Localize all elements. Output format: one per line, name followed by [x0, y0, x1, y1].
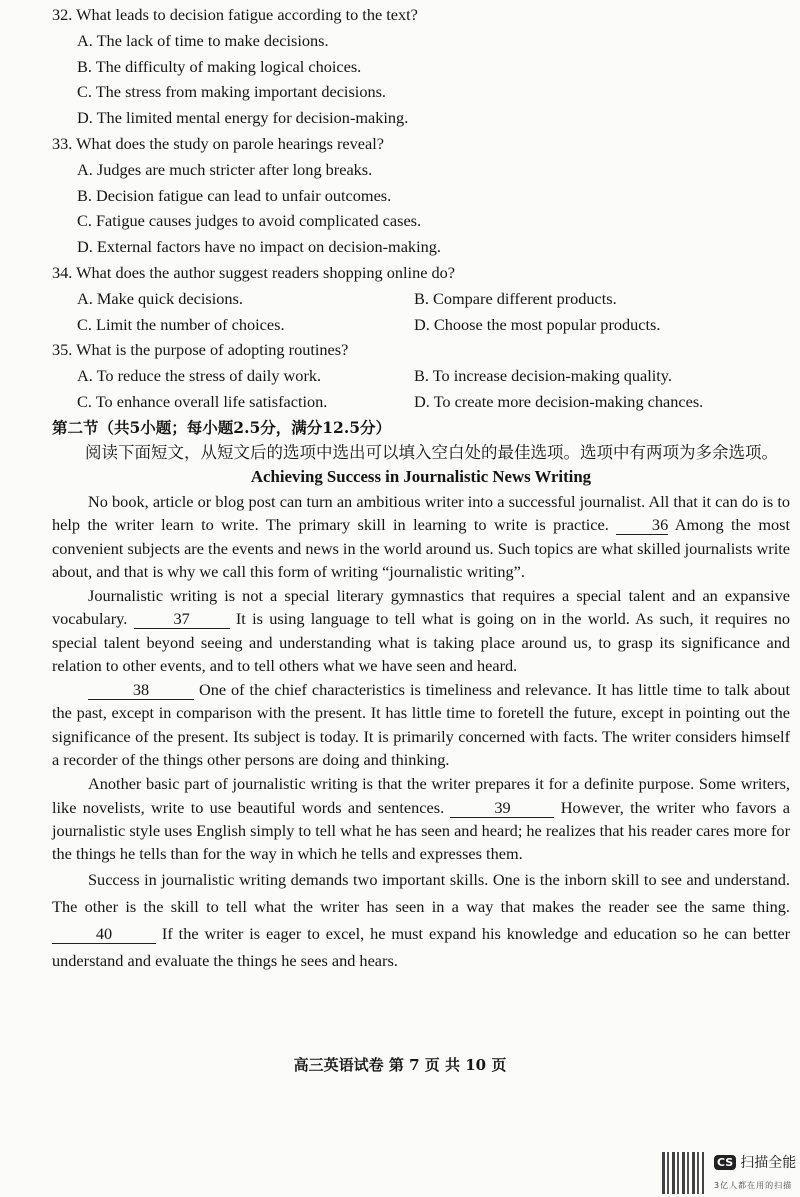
- section-heading: 第二节（共5小题；每小题2.5分，满分12.5分）: [52, 417, 392, 437]
- question-stem: 32. What leads to decision fatigue according to the text?: [52, 5, 418, 24]
- option: D. To create more decision-making chances.: [414, 391, 704, 411]
- question-stem: 35. What is the purpose of adopting routines?: [52, 340, 349, 360]
- question-33: [52, 131, 790, 260]
- option: C. Limit the number of choices.: [77, 314, 285, 334]
- option: B. Decision fatigue can lead to unfair outcomes.: [77, 185, 392, 205]
- question-32: [52, 2, 790, 131]
- cs-logo-icon: CS: [714, 1155, 736, 1170]
- option: B. To increase decision-making quality.: [414, 366, 672, 386]
- option: A. To reduce the stress of daily work.: [77, 366, 322, 386]
- option: D. External factors have no impact on decision-making.: [77, 237, 441, 257]
- paragraph-2: [52, 584, 790, 678]
- text: Journalistic writing is not a special literary gymnastics that requires a special talent and an expansive vocabulary.: [52, 585, 790, 629]
- section-instruction: 阅读下面短文，从短文后的选项中选出可以填入空白处的最佳选项。选项中有两项为多余选项。: [85, 442, 778, 462]
- option: B. The difficulty of making logical choices.: [77, 56, 362, 76]
- paragraph-3: [52, 678, 790, 772]
- option: C. To enhance overall life satisfaction.: [77, 391, 328, 411]
- blank-40: 40: [52, 925, 156, 944]
- question-35: [52, 337, 790, 414]
- exam-page: [52, 2, 790, 974]
- text: Another basic part of journalistic writing is that the writer prepares it for a definite purpose. Some writers, like novelists, write to use beautiful words and sentences.: [52, 774, 790, 817]
- option: C. Fatigue causes judges to avoid complicated cases.: [77, 211, 422, 231]
- text: Success in journalistic writing demands two important skills. One is the inborn skill to see and understand. The other is the skill to tell what the writer has seen in a way that makes the reader see the same thing.: [52, 870, 790, 917]
- option: C. The stress from making important decisions.: [77, 82, 387, 102]
- option: A. Judges are much stricter after long breaks.: [77, 159, 373, 179]
- question-stem: 33. What does the study on parole hearings reveal?: [52, 133, 385, 153]
- page-footer: 高三英语试卷 第 7 页 共 10 页: [293, 1056, 507, 1074]
- blank-37: 37: [134, 610, 230, 629]
- option: D. Choose the most popular products.: [414, 314, 661, 334]
- option: A. Make quick decisions.: [77, 288, 243, 308]
- watermark-subtitle: 3亿人都在用的扫描: [714, 1181, 793, 1190]
- question-34: [52, 260, 790, 337]
- paragraph-1: [52, 490, 790, 584]
- blank-38: 38: [88, 681, 194, 700]
- option: B. Compare different products.: [414, 288, 617, 308]
- passage-title: Achieving Success in Journalistic News Writing: [250, 466, 592, 486]
- text: It is using language to tell what is going on in the world. As such, it requires no special talent beyond seeing and understanding what is taking place around us, to grasp its significance and relation to other events, and to tell others what we have seen and heard.: [52, 609, 790, 676]
- text: Among the most convenient subjects are the events and news in the world around us. Such topics are what skilled journalists write about, and that is why we call this form of writing “journalistic writing”.: [52, 515, 791, 581]
- text: One of the chief characteristics is timeliness and relevance. It has little time to talk about the past, except in comparison with the present. It has little time to foretell the future, except in pointing out the significance of the present. Its subject is today. It is primarily concerned with facts. The writer considers himself a recorder of the things other persons are doing and thinking.: [52, 680, 790, 770]
- text: However, the writer who favors a journalistic style uses English simply to tell what he has seen and heard; he realizes that his reader cares more for the things he tells than for the way in which he tells and expresses them.: [52, 797, 791, 864]
- text: If the writer is eager to excel, he must expand his knowledge and education so he can better understand and evaluate the things he sees and hears.: [52, 924, 790, 971]
- question-stem: 34. What does the author suggest readers shopping online do?: [52, 262, 456, 282]
- paragraph-4: [52, 772, 790, 866]
- text: No book, article or blog post can turn an ambitious writer into a successful journalist. All that it can do is to help the writer learn to write. The primary skill in learning to write is practice.: [52, 491, 790, 535]
- blank-36: 36: [616, 516, 668, 535]
- watermark-name: 扫描全能: [740, 1155, 797, 1171]
- option: D. The limited mental energy for decision-making.: [77, 108, 409, 128]
- paragraph-5: [52, 866, 790, 974]
- option: A. The lack of time to make decisions.: [77, 30, 329, 50]
- blank-39: 39: [450, 799, 554, 818]
- qr-code-icon: [662, 1152, 704, 1194]
- scanner-watermark: [662, 1152, 796, 1194]
